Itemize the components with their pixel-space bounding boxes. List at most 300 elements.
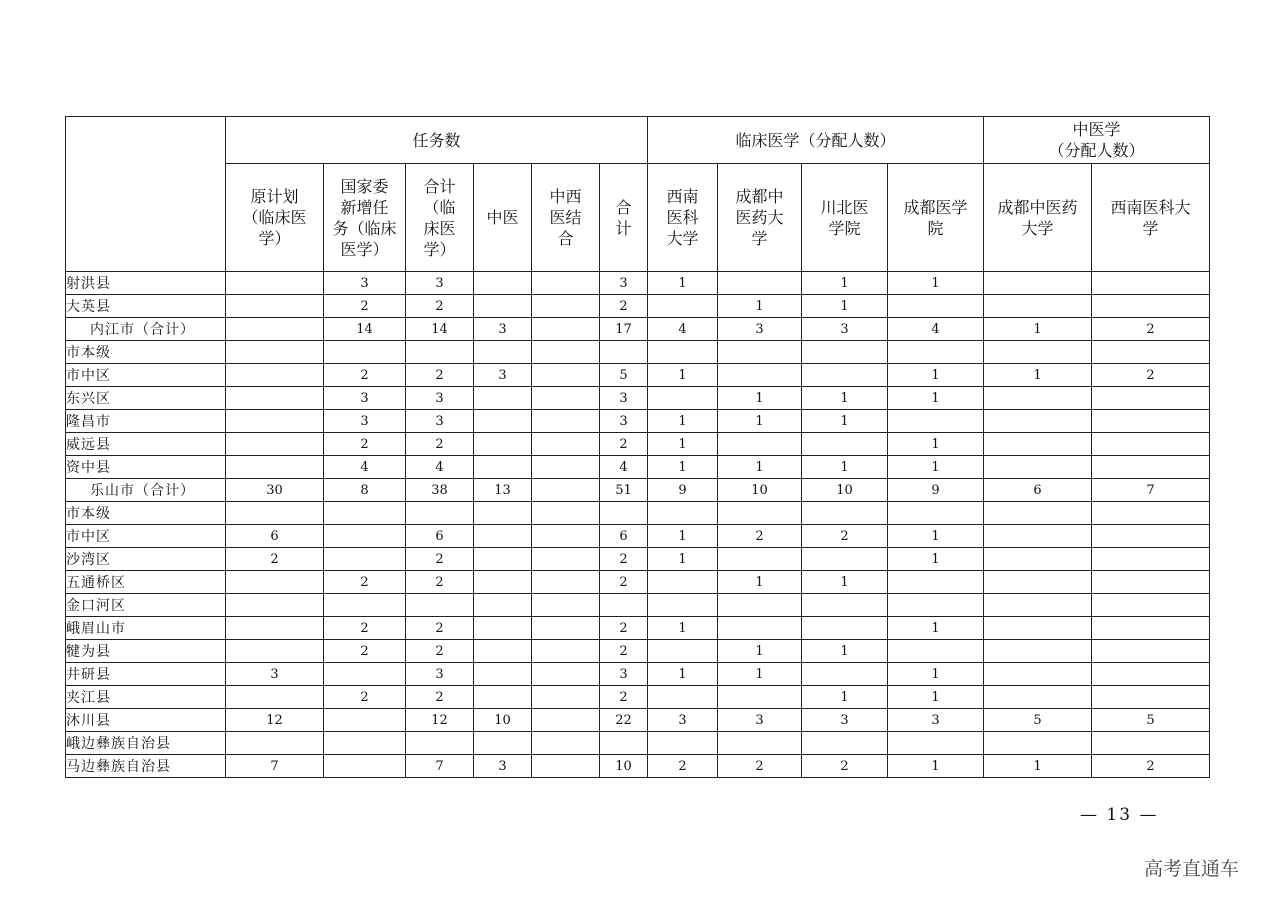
data-cell [648, 341, 718, 364]
region-name-cell: 市本级 [66, 502, 226, 525]
data-cell [718, 272, 802, 295]
data-cell [532, 502, 600, 525]
data-cell [226, 272, 324, 295]
data-cell [984, 617, 1092, 640]
column-header: 川北医 学院 [802, 164, 888, 272]
region-name-cell: 沙湾区 [66, 548, 226, 571]
data-cell: 2 [406, 617, 474, 640]
data-cell [984, 732, 1092, 755]
region-name-cell: 市中区 [66, 364, 226, 387]
data-cell: 2 [718, 755, 802, 778]
data-cell [532, 617, 600, 640]
data-cell [1092, 732, 1210, 755]
data-cell: 9 [888, 479, 984, 502]
allocation-table [65, 116, 1210, 778]
data-cell [648, 502, 718, 525]
data-cell: 2 [406, 640, 474, 663]
data-cell [888, 571, 984, 594]
data-cell [226, 732, 324, 755]
data-cell: 10 [600, 755, 648, 778]
data-cell [984, 456, 1092, 479]
data-cell [888, 640, 984, 663]
data-cell: 2 [718, 525, 802, 548]
region-name-cell: 五通桥区 [66, 571, 226, 594]
column-header: 合计 （临 床医 学） [406, 164, 474, 272]
data-cell: 7 [226, 755, 324, 778]
data-cell: 1 [802, 387, 888, 410]
data-cell: 1 [648, 525, 718, 548]
data-cell [1092, 525, 1210, 548]
data-cell [226, 502, 324, 525]
data-cell [474, 341, 532, 364]
table-row [66, 755, 1210, 778]
data-cell [802, 341, 888, 364]
data-cell [718, 341, 802, 364]
data-cell: 1 [718, 663, 802, 686]
data-cell: 1 [888, 272, 984, 295]
data-cell [600, 341, 648, 364]
table-row [66, 709, 1210, 732]
data-cell [888, 341, 984, 364]
data-cell: 1 [888, 686, 984, 709]
data-cell: 2 [802, 525, 888, 548]
data-cell: 10 [474, 709, 532, 732]
data-cell [648, 295, 718, 318]
data-cell [474, 410, 532, 433]
data-cell [532, 571, 600, 594]
data-cell [718, 433, 802, 456]
table-row [66, 571, 1210, 594]
data-cell: 2 [600, 617, 648, 640]
data-cell: 5 [600, 364, 648, 387]
data-cell: 3 [802, 709, 888, 732]
data-cell [324, 594, 406, 617]
column-header: 成都中 医药大 学 [718, 164, 802, 272]
data-cell: 1 [888, 755, 984, 778]
column-header: 西南 医科 大学 [648, 164, 718, 272]
data-cell [718, 364, 802, 387]
data-cell [600, 502, 648, 525]
data-cell: 1 [888, 387, 984, 410]
page-number: — 13 — [1080, 805, 1159, 825]
data-cell [406, 594, 474, 617]
region-name-cell: 乐山市（合计） [66, 479, 226, 502]
data-cell [226, 318, 324, 341]
column-header: 原计划 （临床医 学） [226, 164, 324, 272]
data-cell [474, 433, 532, 456]
data-cell [406, 341, 474, 364]
data-cell: 2 [600, 640, 648, 663]
data-cell [226, 686, 324, 709]
data-cell [802, 548, 888, 571]
data-cell: 6 [600, 525, 648, 548]
data-cell: 1 [984, 318, 1092, 341]
data-cell [648, 640, 718, 663]
region-name-cell: 峨边彝族自治县 [66, 732, 226, 755]
data-cell [324, 663, 406, 686]
data-cell [888, 410, 984, 433]
data-cell: 2 [406, 433, 474, 456]
data-cell: 2 [324, 640, 406, 663]
data-cell [226, 594, 324, 617]
data-cell: 1 [718, 387, 802, 410]
data-cell: 3 [600, 387, 648, 410]
data-cell: 1 [888, 433, 984, 456]
data-cell: 17 [600, 318, 648, 341]
data-cell: 5 [1092, 709, 1210, 732]
data-cell [718, 548, 802, 571]
data-cell [474, 272, 532, 295]
data-cell: 6 [226, 525, 324, 548]
data-cell [1092, 502, 1210, 525]
data-cell [984, 640, 1092, 663]
data-cell: 7 [1092, 479, 1210, 502]
data-cell: 1 [888, 663, 984, 686]
data-cell [474, 571, 532, 594]
data-cell [984, 341, 1092, 364]
data-cell: 4 [888, 318, 984, 341]
data-cell [226, 571, 324, 594]
data-cell [532, 732, 600, 755]
data-cell: 1 [718, 571, 802, 594]
data-cell [1092, 594, 1210, 617]
data-cell: 1 [802, 640, 888, 663]
data-cell: 1 [888, 364, 984, 387]
data-cell [532, 686, 600, 709]
data-cell [718, 686, 802, 709]
data-cell [802, 663, 888, 686]
column-header: 中西 医结 合 [532, 164, 600, 272]
data-cell [984, 295, 1092, 318]
data-cell [226, 410, 324, 433]
data-cell [888, 502, 984, 525]
data-cell [532, 755, 600, 778]
data-cell: 1 [648, 364, 718, 387]
data-cell [324, 755, 406, 778]
data-cell [474, 686, 532, 709]
task-count-group-header: 任务数 [226, 117, 648, 164]
city-total-row [66, 479, 1210, 502]
data-cell: 3 [648, 709, 718, 732]
data-cell: 3 [600, 663, 648, 686]
data-cell [324, 709, 406, 732]
table-row [66, 663, 1210, 686]
region-name-cell: 射洪县 [66, 272, 226, 295]
data-cell [888, 594, 984, 617]
data-cell: 2 [600, 548, 648, 571]
data-cell: 1 [718, 640, 802, 663]
data-cell [984, 410, 1092, 433]
data-cell: 6 [984, 479, 1092, 502]
data-cell [984, 548, 1092, 571]
data-cell [226, 387, 324, 410]
data-cell: 9 [648, 479, 718, 502]
clinical-medicine-group-header: 临床医学（分配人数） [648, 117, 984, 164]
data-cell: 1 [802, 571, 888, 594]
data-cell: 3 [324, 410, 406, 433]
data-cell: 3 [600, 410, 648, 433]
data-cell [226, 364, 324, 387]
column-header: 合 计 [600, 164, 648, 272]
data-cell: 2 [406, 364, 474, 387]
data-cell [1092, 295, 1210, 318]
table-row [66, 456, 1210, 479]
data-cell: 3 [474, 364, 532, 387]
data-cell: 2 [406, 686, 474, 709]
data-cell [984, 272, 1092, 295]
data-cell [474, 295, 532, 318]
data-cell [226, 433, 324, 456]
data-cell: 2 [1092, 364, 1210, 387]
data-cell: 22 [600, 709, 648, 732]
data-cell: 1 [984, 755, 1092, 778]
data-cell [474, 456, 532, 479]
city-total-row [66, 318, 1210, 341]
data-cell: 2 [226, 548, 324, 571]
data-cell: 1 [888, 525, 984, 548]
data-cell: 3 [406, 410, 474, 433]
watermark: 高考直通车 [1144, 858, 1240, 880]
data-cell [474, 594, 532, 617]
data-cell: 14 [406, 318, 474, 341]
data-cell: 2 [1092, 318, 1210, 341]
data-cell [226, 640, 324, 663]
table-row [66, 410, 1210, 433]
table-row [66, 594, 1210, 617]
data-cell: 2 [600, 571, 648, 594]
data-cell [802, 433, 888, 456]
data-cell [984, 433, 1092, 456]
data-cell: 12 [406, 709, 474, 732]
data-cell: 2 [324, 571, 406, 594]
data-cell [802, 364, 888, 387]
data-cell: 4 [648, 318, 718, 341]
table-row [66, 364, 1210, 387]
data-cell: 10 [718, 479, 802, 502]
data-cell [984, 571, 1092, 594]
data-cell: 1 [802, 456, 888, 479]
data-cell: 4 [406, 456, 474, 479]
region-name-cell: 峨眉山市 [66, 617, 226, 640]
table-row [66, 548, 1210, 571]
data-cell [718, 594, 802, 617]
data-cell: 3 [324, 272, 406, 295]
data-cell: 1 [802, 272, 888, 295]
table-row [66, 341, 1210, 364]
data-cell: 3 [888, 709, 984, 732]
data-cell: 6 [406, 525, 474, 548]
data-cell: 3 [406, 272, 474, 295]
data-cell: 7 [406, 755, 474, 778]
data-cell [648, 387, 718, 410]
data-cell: 1 [648, 548, 718, 571]
data-cell: 3 [324, 387, 406, 410]
data-cell [984, 525, 1092, 548]
data-cell: 3 [802, 318, 888, 341]
data-cell: 12 [226, 709, 324, 732]
data-cell [324, 525, 406, 548]
data-cell: 30 [226, 479, 324, 502]
data-cell [802, 594, 888, 617]
data-cell [718, 732, 802, 755]
data-cell [324, 548, 406, 571]
data-cell [532, 640, 600, 663]
region-name-cell: 市本级 [66, 341, 226, 364]
data-cell [600, 594, 648, 617]
data-cell: 2 [648, 755, 718, 778]
data-cell [532, 709, 600, 732]
data-cell [802, 502, 888, 525]
region-name-cell: 隆昌市 [66, 410, 226, 433]
data-cell: 1 [648, 456, 718, 479]
data-cell [474, 387, 532, 410]
table-row [66, 732, 1210, 755]
region-name-cell: 沐川县 [66, 709, 226, 732]
table-row [66, 272, 1210, 295]
data-cell [406, 732, 474, 755]
data-cell [888, 295, 984, 318]
data-cell: 1 [984, 364, 1092, 387]
data-cell [532, 387, 600, 410]
region-name-cell: 马边彝族自治县 [66, 755, 226, 778]
data-cell [1092, 640, 1210, 663]
data-cell: 38 [406, 479, 474, 502]
data-cell [802, 732, 888, 755]
data-cell [1092, 686, 1210, 709]
data-cell: 8 [324, 479, 406, 502]
region-name-cell: 威远县 [66, 433, 226, 456]
data-cell [648, 686, 718, 709]
data-cell: 4 [324, 456, 406, 479]
data-cell [532, 456, 600, 479]
data-cell [474, 502, 532, 525]
data-cell: 13 [474, 479, 532, 502]
data-cell [600, 732, 648, 755]
data-cell: 1 [648, 433, 718, 456]
data-cell [532, 479, 600, 502]
data-cell [1092, 571, 1210, 594]
data-cell [532, 341, 600, 364]
data-cell: 2 [406, 295, 474, 318]
data-cell: 1 [648, 663, 718, 686]
data-cell [474, 663, 532, 686]
data-cell: 1 [648, 410, 718, 433]
data-cell: 2 [600, 686, 648, 709]
data-cell [324, 732, 406, 755]
data-cell [324, 341, 406, 364]
data-cell: 14 [324, 318, 406, 341]
data-cell: 10 [802, 479, 888, 502]
column-header: 西南医科大 学 [1092, 164, 1210, 272]
data-cell [984, 594, 1092, 617]
data-cell [984, 686, 1092, 709]
column-header: 成都医学 院 [888, 164, 984, 272]
data-cell: 1 [718, 456, 802, 479]
region-name-cell: 井研县 [66, 663, 226, 686]
data-cell: 2 [324, 364, 406, 387]
data-cell: 1 [648, 617, 718, 640]
data-cell [984, 387, 1092, 410]
column-header: 国家委 新增任 务（临床 医学） [324, 164, 406, 272]
data-cell: 2 [324, 433, 406, 456]
data-cell [1092, 617, 1210, 640]
data-cell [984, 502, 1092, 525]
table-row [66, 686, 1210, 709]
tcm-group-header: 中医学 （分配人数） [984, 117, 1210, 164]
data-cell [1092, 433, 1210, 456]
table-row [66, 295, 1210, 318]
data-cell [648, 594, 718, 617]
data-cell: 3 [600, 272, 648, 295]
data-cell [1092, 272, 1210, 295]
column-header: 中医 [474, 164, 532, 272]
data-cell [1092, 410, 1210, 433]
data-cell: 3 [718, 318, 802, 341]
data-cell: 1 [888, 617, 984, 640]
data-cell [532, 272, 600, 295]
data-cell: 2 [324, 295, 406, 318]
data-cell [1092, 456, 1210, 479]
data-cell [474, 732, 532, 755]
data-cell: 2 [406, 548, 474, 571]
region-name-cell: 东兴区 [66, 387, 226, 410]
region-name-cell: 大英县 [66, 295, 226, 318]
data-cell: 3 [406, 663, 474, 686]
data-cell: 3 [718, 709, 802, 732]
data-cell [474, 640, 532, 663]
data-cell [226, 341, 324, 364]
data-cell: 3 [474, 755, 532, 778]
data-cell: 1 [802, 295, 888, 318]
data-cell [718, 502, 802, 525]
table-row [66, 502, 1210, 525]
data-cell [532, 663, 600, 686]
region-name-cell: 市中区 [66, 525, 226, 548]
region-name-cell: 夹江县 [66, 686, 226, 709]
data-cell: 3 [406, 387, 474, 410]
data-cell [324, 502, 406, 525]
data-cell [474, 525, 532, 548]
data-cell: 2 [324, 617, 406, 640]
data-cell: 1 [718, 295, 802, 318]
data-cell [984, 663, 1092, 686]
region-header-cell [66, 117, 226, 272]
data-cell [226, 295, 324, 318]
data-cell [648, 732, 718, 755]
data-cell: 2 [406, 571, 474, 594]
data-cell [226, 456, 324, 479]
data-cell: 1 [718, 410, 802, 433]
data-cell [532, 364, 600, 387]
column-header: 成都中医药 大学 [984, 164, 1092, 272]
data-cell [532, 318, 600, 341]
data-cell [532, 548, 600, 571]
table-row [66, 433, 1210, 456]
data-cell: 1 [888, 456, 984, 479]
data-cell [532, 295, 600, 318]
data-cell [532, 525, 600, 548]
table-row [66, 640, 1210, 663]
data-cell [718, 617, 802, 640]
data-cell: 1 [802, 410, 888, 433]
data-cell [532, 410, 600, 433]
data-cell: 2 [802, 755, 888, 778]
data-cell [406, 502, 474, 525]
data-cell [1092, 341, 1210, 364]
data-cell: 5 [984, 709, 1092, 732]
region-name-cell: 资中县 [66, 456, 226, 479]
data-cell [888, 732, 984, 755]
